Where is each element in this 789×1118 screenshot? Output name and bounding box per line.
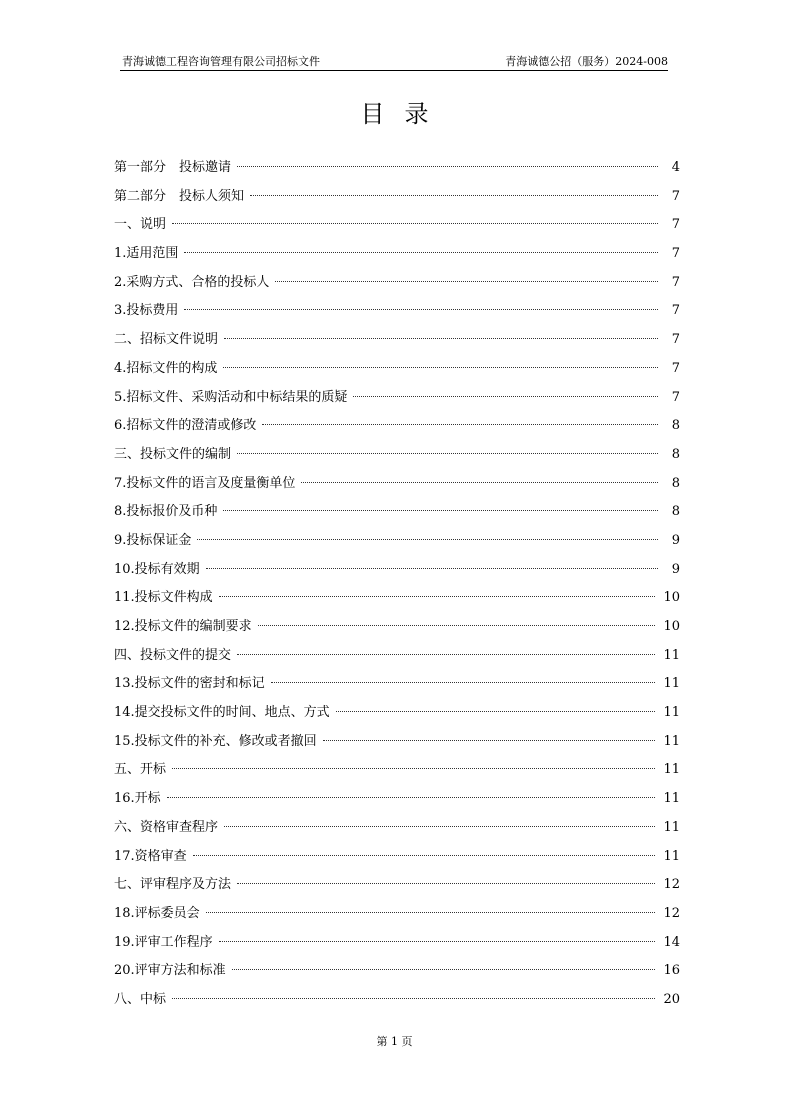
toc-entry-page-number: 11 bbox=[663, 733, 680, 749]
toc-entry-title: 15.投标文件的补充、修改或者撤回 bbox=[114, 733, 317, 749]
toc-entry-page-number: 4 bbox=[671, 160, 680, 175]
toc-entry-title: 八、中标 bbox=[114, 991, 167, 1007]
toc-entry-title: 4.招标文件的构成 bbox=[114, 360, 218, 376]
toc-entry-page-number: 8 bbox=[671, 475, 680, 491]
toc-dot-leader bbox=[172, 222, 658, 224]
toc-dot-leader bbox=[172, 767, 655, 769]
toc-entry-page-number: 8 bbox=[671, 504, 680, 520]
toc-entry[interactable] bbox=[114, 871, 680, 900]
toc-dot-leader bbox=[237, 653, 655, 655]
toc-entry-page-number: 10 bbox=[663, 590, 680, 606]
toc-entry-page-number: 7 bbox=[671, 303, 680, 319]
table-of-contents bbox=[114, 154, 680, 1015]
page-footer: 第 1 页 bbox=[376, 1035, 413, 1048]
toc-entry[interactable] bbox=[114, 785, 680, 814]
toc-dot-leader bbox=[336, 710, 656, 712]
toc-entry-title: 5.招标文件、采购活动和中标结果的质疑 bbox=[114, 389, 348, 405]
toc-entry-page-number: 11 bbox=[663, 647, 680, 663]
toc-entry[interactable] bbox=[114, 326, 680, 355]
toc-title: 目录 bbox=[360, 100, 449, 128]
toc-entry[interactable] bbox=[114, 957, 680, 986]
toc-entry-page-number: 7 bbox=[671, 188, 680, 204]
toc-entry-page-number: 7 bbox=[671, 332, 680, 348]
toc-entry[interactable] bbox=[114, 384, 680, 413]
toc-entry-page-number: 7 bbox=[671, 217, 680, 233]
toc-dot-leader bbox=[219, 940, 656, 942]
toc-entry[interactable] bbox=[114, 412, 680, 441]
toc-dot-leader bbox=[262, 423, 658, 425]
toc-entry[interactable] bbox=[114, 986, 680, 1015]
toc-dot-leader bbox=[258, 624, 656, 626]
toc-entry-title: 14.提交投标文件的时间、地点、方式 bbox=[114, 705, 330, 721]
toc-dot-leader bbox=[197, 538, 658, 540]
toc-entry-page-number: 11 bbox=[663, 762, 680, 778]
toc-dot-leader bbox=[167, 796, 656, 798]
toc-dot-leader bbox=[206, 567, 658, 569]
toc-entry-title: 11.投标文件构成 bbox=[114, 590, 213, 606]
toc-entry-title: 六、资格审查程序 bbox=[114, 819, 219, 835]
toc-entry-page-number: 14 bbox=[663, 934, 680, 950]
toc-entry[interactable] bbox=[114, 470, 680, 499]
toc-entry-title: 18.评标委员会 bbox=[114, 905, 200, 921]
toc-entry-title: 10.投标有效期 bbox=[114, 561, 200, 577]
header-document-number: 青海诚德公招（服务）2024-008 bbox=[505, 55, 668, 68]
toc-entry-title: 3.投标费用 bbox=[114, 303, 179, 319]
toc-dot-leader bbox=[271, 681, 656, 683]
toc-entry-title: 6.招标文件的澄清或修改 bbox=[114, 418, 257, 434]
toc-entry-page-number: 9 bbox=[671, 532, 680, 548]
toc-entry-title: 20.评审方法和标准 bbox=[114, 963, 226, 979]
toc-entry-page-number: 11 bbox=[663, 819, 680, 835]
toc-entry[interactable] bbox=[114, 900, 680, 929]
toc-entry[interactable] bbox=[114, 211, 680, 240]
toc-entry-title: 七、评审程序及方法 bbox=[114, 877, 232, 893]
toc-entry[interactable] bbox=[114, 441, 680, 470]
toc-entry[interactable] bbox=[114, 240, 680, 269]
toc-entry-page-number: 7 bbox=[671, 360, 680, 376]
toc-entry-title: 16.开标 bbox=[114, 791, 161, 807]
toc-entry[interactable] bbox=[114, 670, 680, 699]
toc-entry[interactable] bbox=[114, 699, 680, 728]
toc-dot-leader bbox=[237, 882, 655, 884]
toc-entry[interactable] bbox=[114, 183, 680, 212]
toc-entry-title: 12.投标文件的编制要求 bbox=[114, 619, 252, 634]
toc-dot-leader bbox=[223, 366, 658, 368]
toc-entry-page-number: 11 bbox=[663, 848, 680, 864]
toc-entry[interactable] bbox=[114, 814, 680, 843]
toc-dot-leader bbox=[223, 509, 658, 511]
toc-entry[interactable] bbox=[114, 613, 680, 642]
toc-dot-leader bbox=[301, 481, 658, 483]
toc-entry-title: 二、招标文件说明 bbox=[114, 332, 219, 348]
toc-entry-page-number: 12 bbox=[663, 905, 680, 921]
page-header bbox=[120, 55, 668, 71]
toc-entry[interactable] bbox=[114, 584, 680, 613]
toc-entry[interactable] bbox=[114, 756, 680, 785]
toc-entry-page-number: 7 bbox=[671, 389, 680, 405]
toc-dot-leader bbox=[172, 997, 655, 999]
toc-entry-page-number: 9 bbox=[671, 561, 680, 577]
toc-entry-title: 8.投标报价及币种 bbox=[114, 504, 218, 520]
toc-entry-title: 一、说明 bbox=[114, 217, 167, 233]
toc-dot-leader bbox=[184, 308, 658, 310]
toc-entry-page-number: 11 bbox=[663, 676, 680, 692]
toc-entry-title: 第一部分 投标邀请 bbox=[114, 160, 232, 175]
toc-dot-leader bbox=[275, 280, 658, 282]
toc-entry-page-number: 8 bbox=[671, 418, 680, 434]
toc-dot-leader bbox=[193, 854, 656, 856]
toc-entry-title: 13.投标文件的密封和标记 bbox=[114, 676, 265, 692]
toc-entry-page-number: 7 bbox=[671, 274, 680, 290]
toc-entry-title: 9.投标保证金 bbox=[114, 532, 192, 548]
toc-entry-page-number: 12 bbox=[663, 877, 680, 893]
toc-dot-leader bbox=[184, 251, 658, 253]
toc-entry-title: 第二部分 投标人须知 bbox=[114, 188, 245, 204]
toc-entry-page-number: 10 bbox=[663, 619, 680, 634]
toc-entry-title: 1.适用范围 bbox=[114, 246, 179, 262]
toc-entry-title: 17.资格审查 bbox=[114, 848, 187, 864]
toc-entry[interactable] bbox=[114, 355, 680, 384]
toc-entry-title: 四、投标文件的提交 bbox=[114, 647, 232, 663]
toc-entry[interactable] bbox=[114, 929, 680, 958]
toc-entry-page-number: 11 bbox=[663, 705, 680, 721]
toc-entry[interactable] bbox=[114, 556, 680, 585]
toc-dot-leader bbox=[232, 968, 656, 970]
toc-entry-title: 7.投标文件的语言及度量衡单位 bbox=[114, 475, 296, 491]
toc-entry-page-number: 7 bbox=[671, 246, 680, 262]
toc-dot-leader bbox=[250, 194, 658, 196]
toc-entry-title: 三、投标文件的编制 bbox=[114, 446, 232, 462]
toc-entry-title: 五、开标 bbox=[114, 762, 167, 778]
toc-entry[interactable] bbox=[114, 297, 680, 326]
toc-dot-leader bbox=[353, 395, 658, 397]
toc-dot-leader bbox=[323, 739, 656, 741]
toc-entry[interactable] bbox=[114, 269, 680, 298]
toc-entry[interactable] bbox=[114, 642, 680, 671]
toc-dot-leader bbox=[206, 911, 656, 913]
toc-dot-leader bbox=[219, 595, 656, 597]
toc-entry[interactable] bbox=[114, 498, 680, 527]
toc-entry[interactable] bbox=[114, 728, 680, 757]
toc-entry[interactable] bbox=[114, 527, 680, 556]
toc-entry-page-number: 20 bbox=[663, 991, 680, 1007]
toc-dot-leader bbox=[224, 337, 658, 339]
toc-dot-leader bbox=[237, 165, 658, 167]
toc-dot-leader bbox=[224, 825, 655, 827]
toc-entry[interactable] bbox=[114, 154, 680, 183]
toc-entry-page-number: 11 bbox=[663, 791, 680, 807]
toc-entry-title: 19.评审工作程序 bbox=[114, 934, 213, 950]
toc-entry-page-number: 16 bbox=[663, 963, 680, 979]
header-company-name: 青海诚德工程咨询管理有限公司招标文件 bbox=[122, 55, 320, 68]
toc-dot-leader bbox=[237, 452, 658, 454]
toc-entry-title: 2.采购方式、合格的投标人 bbox=[114, 274, 270, 290]
toc-entry[interactable] bbox=[114, 843, 680, 872]
toc-entry-page-number: 8 bbox=[671, 446, 680, 462]
